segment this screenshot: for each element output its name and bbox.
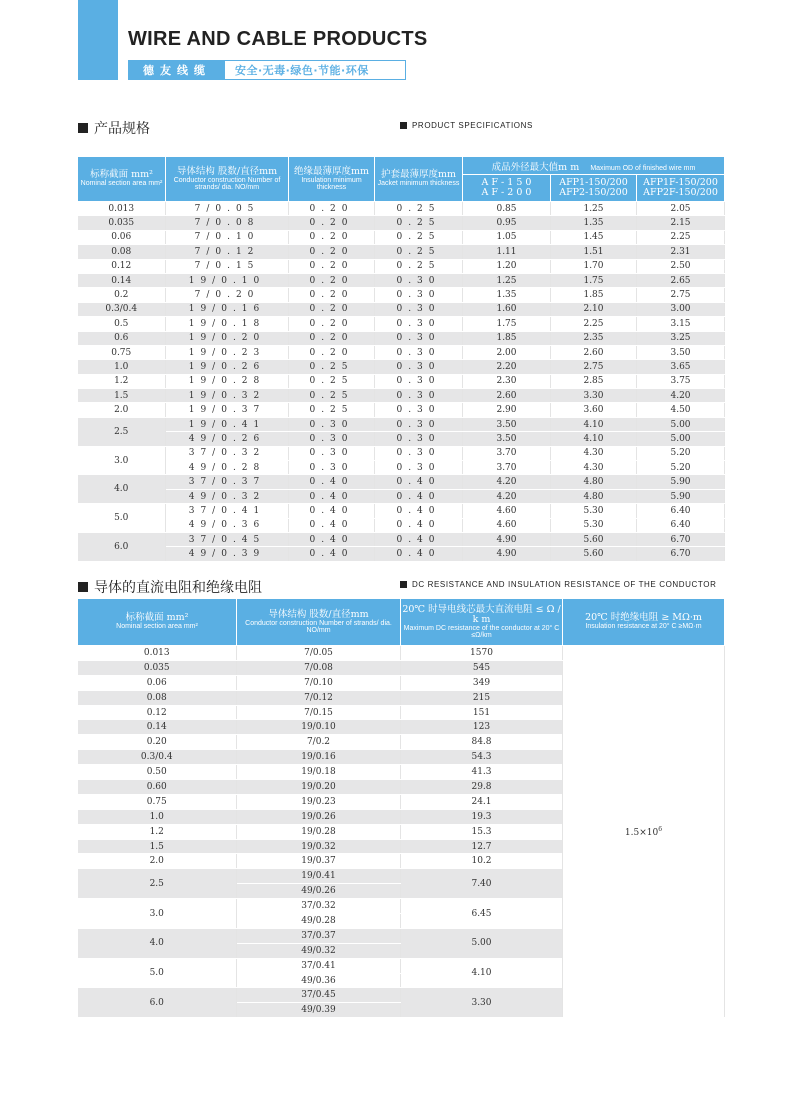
cell-insulation: 0.20 xyxy=(289,259,375,273)
cell-jacket: 0.30 xyxy=(375,389,463,403)
header-section: 标称截面 mm² Nominal section area mm² xyxy=(78,157,166,202)
cell-conductor: 37/0.41 xyxy=(237,958,401,973)
cell-od-afpf: 3.50 xyxy=(637,345,725,359)
section1-title-en: PRODUCT SPECIFICATIONS xyxy=(412,121,533,130)
cell-conductor: 19/0.23 xyxy=(237,794,401,809)
cell-dc-resistance: 54.3 xyxy=(401,750,563,765)
cell-od-af: 0.85 xyxy=(463,202,551,216)
header-od-afp: AFP1-150/200 AFP2-150/200 xyxy=(551,175,637,202)
cell-dc-resistance: 123 xyxy=(401,720,563,735)
cell-od-afpf: 2.75 xyxy=(637,288,725,302)
cell-conductor: 19/0.37 xyxy=(166,403,289,417)
cell-conductor: 19/0.26 xyxy=(237,809,401,824)
cell-dc-resistance: 1570 xyxy=(401,646,563,661)
cell-conductor: 7/0.10 xyxy=(237,675,401,690)
cell-conductor: 19/0.28 xyxy=(166,374,289,388)
cell-jacket: 0.30 xyxy=(375,417,463,431)
cell-section: 1.2 xyxy=(78,374,166,388)
cell-od-af: 4.90 xyxy=(463,532,551,546)
cell-conductor: 49/0.32 xyxy=(166,489,289,503)
cell-insulation: 0.40 xyxy=(289,532,375,546)
cell-od-af: 4.20 xyxy=(463,475,551,489)
cell-conductor: 7/0.2 xyxy=(237,735,401,750)
cell-section: 3.0 xyxy=(78,446,166,475)
cell-insulation: 0.20 xyxy=(289,230,375,244)
table-row xyxy=(78,403,725,417)
cell-section: 1.0 xyxy=(78,360,166,374)
square-bullet-icon xyxy=(78,123,88,133)
cell-od-afpf: 5.20 xyxy=(637,446,725,460)
cell-dc-resistance: 19.3 xyxy=(401,809,563,824)
cell-conductor: 7/0.12 xyxy=(237,690,401,705)
cell-jacket: 0.40 xyxy=(375,475,463,489)
header-insulation-resistance: 20℃ 时绝缘电阻 ≥ MΩ·m Insulation resistance at 20° C ≥MΩ·m xyxy=(563,599,725,646)
insulation-exponent: 6 xyxy=(658,825,663,833)
spec-table xyxy=(77,156,725,562)
cell-section: 0.75 xyxy=(78,345,166,359)
cell-conductor: 19/0.16 xyxy=(166,302,289,316)
cell-jacket: 0.30 xyxy=(375,331,463,345)
cell-section: 5.0 xyxy=(78,958,237,988)
cell-insulation: 0.40 xyxy=(289,489,375,503)
table-row xyxy=(78,360,725,374)
cell-conductor: 19/0.18 xyxy=(237,765,401,780)
table-row xyxy=(78,432,725,446)
cell-od-afp: 1.85 xyxy=(551,288,637,302)
cell-jacket: 0.40 xyxy=(375,489,463,503)
cell-insulation: 0.20 xyxy=(289,345,375,359)
cell-section: 0.75 xyxy=(78,794,237,809)
cell-od-afpf: 6.70 xyxy=(637,532,725,546)
cell-od-afp: 4.10 xyxy=(551,417,637,431)
cell-insulation: 0.30 xyxy=(289,461,375,475)
cell-dc-resistance: 7.40 xyxy=(401,869,563,899)
cell-od-afp: 2.25 xyxy=(551,317,637,331)
insulation-value: 1.5×10 xyxy=(624,827,659,838)
cell-dc-resistance: 10.2 xyxy=(401,854,563,869)
table-row xyxy=(78,518,725,532)
cell-section: 0.035 xyxy=(78,660,237,675)
brand-slogan: 安全·无毒·绿色·节能·环保 xyxy=(235,64,369,77)
cell-dc-resistance: 15.3 xyxy=(401,824,563,839)
table-row xyxy=(78,317,725,331)
cell-conductor: 19/0.32 xyxy=(237,839,401,854)
cell-section: 2.0 xyxy=(78,403,166,417)
cell-conductor: 49/0.28 xyxy=(166,461,289,475)
cell-dc-resistance: 29.8 xyxy=(401,780,563,795)
cell-od-af: 2.90 xyxy=(463,403,551,417)
cell-conductor: 19/0.18 xyxy=(166,317,289,331)
section2-title xyxy=(78,577,262,597)
table-row xyxy=(78,417,725,431)
cell-od-afp: 3.30 xyxy=(551,389,637,403)
cell-od-af: 3.70 xyxy=(463,446,551,460)
table-row xyxy=(78,302,725,316)
cell-insulation: 0.40 xyxy=(289,504,375,518)
cell-jacket: 0.30 xyxy=(375,288,463,302)
cell-insulation: 0.25 xyxy=(289,360,375,374)
cell-conductor: 19/0.32 xyxy=(166,389,289,403)
cell-dc-resistance: 545 xyxy=(401,660,563,675)
cell-section: 1.0 xyxy=(78,809,237,824)
table-row xyxy=(78,288,725,302)
cell-od-af: 1.20 xyxy=(463,259,551,273)
cell-conductor: 49/0.36 xyxy=(166,518,289,532)
cell-od-afpf: 5.90 xyxy=(637,475,725,489)
cell-conductor: 49/0.39 xyxy=(166,547,289,561)
cell-section: 1.5 xyxy=(78,839,237,854)
cell-dc-resistance: 24.1 xyxy=(401,794,563,809)
cell-section: 0.50 xyxy=(78,765,237,780)
cell-od-af: 4.20 xyxy=(463,489,551,503)
cell-section: 1.5 xyxy=(78,389,166,403)
cell-section: 0.20 xyxy=(78,735,237,750)
cell-od-afpf: 3.15 xyxy=(637,317,725,331)
cell-insulation: 0.30 xyxy=(289,417,375,431)
cell-od-afp: 2.60 xyxy=(551,345,637,359)
cell-jacket: 0.25 xyxy=(375,245,463,259)
header-od-af: A F - 1 5 0 A F - 2 0 0 xyxy=(463,175,551,202)
table-row xyxy=(78,475,725,489)
cell-dc-resistance: 6.45 xyxy=(401,899,563,929)
cell-od-afpf: 6.70 xyxy=(637,547,725,561)
cell-insulation: 0.20 xyxy=(289,216,375,230)
cell-section: 0.08 xyxy=(78,245,166,259)
cell-jacket: 0.25 xyxy=(375,230,463,244)
table-row xyxy=(78,389,725,403)
cell-insulation: 0.30 xyxy=(289,446,375,460)
cell-insulation: 0.40 xyxy=(289,518,375,532)
cell-conductor: 19/0.10 xyxy=(237,720,401,735)
cell-jacket: 0.40 xyxy=(375,518,463,532)
header-od-afpf: AFP1F-150/200 AFP2F-150/200 xyxy=(637,175,725,202)
cell-section: 0.06 xyxy=(78,230,166,244)
cell-jacket: 0.25 xyxy=(375,259,463,273)
cell-conductor: 7/0.05 xyxy=(166,202,289,216)
cell-od-afpf: 4.50 xyxy=(637,403,725,417)
cell-jacket: 0.40 xyxy=(375,504,463,518)
cell-insulation: 0.20 xyxy=(289,302,375,316)
header-jacket: 护套最薄厚度mm Jacket minimum thickness xyxy=(375,157,463,202)
cell-conductor: 49/0.39 xyxy=(237,1003,401,1018)
cell-od-af: 1.85 xyxy=(463,331,551,345)
table-row xyxy=(78,345,725,359)
cell-dc-resistance: 41.3 xyxy=(401,765,563,780)
header-section: 标称截面 mm² Nominal section area mm² xyxy=(78,599,237,646)
table-row xyxy=(78,331,725,345)
table-row xyxy=(78,216,725,230)
cell-conductor: 49/0.32 xyxy=(237,943,401,958)
cell-section: 0.3/0.4 xyxy=(78,302,166,316)
table-row xyxy=(78,489,725,503)
cell-jacket: 0.40 xyxy=(375,532,463,546)
cell-od-afpf: 2.31 xyxy=(637,245,725,259)
section2-title-en-wrap xyxy=(400,580,716,589)
cell-section: 0.013 xyxy=(78,646,237,661)
cell-od-af: 2.00 xyxy=(463,345,551,359)
cell-od-afp: 1.25 xyxy=(551,202,637,216)
cell-od-afp: 4.10 xyxy=(551,432,637,446)
table-row xyxy=(78,461,725,475)
cell-od-af: 0.95 xyxy=(463,216,551,230)
cell-section: 3.0 xyxy=(78,899,237,929)
cell-od-afpf: 3.75 xyxy=(637,374,725,388)
cell-section: 2.5 xyxy=(78,869,237,899)
section1-title xyxy=(78,118,150,138)
cell-od-af: 1.60 xyxy=(463,302,551,316)
table-row xyxy=(78,230,725,244)
cell-conductor: 7/0.12 xyxy=(166,245,289,259)
cell-insulation: 0.25 xyxy=(289,403,375,417)
table-row xyxy=(78,202,725,216)
cell-od-afpf: 3.25 xyxy=(637,331,725,345)
resistance-table xyxy=(77,598,725,1018)
cell-conductor: 7/0.20 xyxy=(166,288,289,302)
brand-name: 德友线缆 xyxy=(129,61,225,79)
cell-conductor: 37/0.37 xyxy=(166,475,289,489)
cell-section: 6.0 xyxy=(78,988,237,1018)
cell-od-af: 4.60 xyxy=(463,518,551,532)
cell-section: 0.3/0.4 xyxy=(78,750,237,765)
cell-conductor: 49/0.36 xyxy=(237,973,401,988)
cell-conductor: 19/0.23 xyxy=(166,345,289,359)
cell-conductor: 19/0.26 xyxy=(166,360,289,374)
cell-od-afpf: 2.50 xyxy=(637,259,725,273)
cell-conductor: 7/0.08 xyxy=(237,660,401,675)
cell-od-af: 3.50 xyxy=(463,417,551,431)
cell-insulation: 0.20 xyxy=(289,245,375,259)
table-row xyxy=(78,374,725,388)
cell-od-afpf: 6.40 xyxy=(637,518,725,532)
cell-conductor: 7/0.15 xyxy=(237,705,401,720)
cell-conductor: 49/0.26 xyxy=(166,432,289,446)
cell-od-afp: 5.60 xyxy=(551,547,637,561)
cell-jacket: 0.40 xyxy=(375,547,463,561)
cell-section: 2.5 xyxy=(78,417,166,446)
cell-section: 0.2 xyxy=(78,288,166,302)
section1-title-zh: 产品规格 xyxy=(94,121,150,137)
cell-od-af: 2.20 xyxy=(463,360,551,374)
brand-banner xyxy=(128,60,406,80)
cell-od-afp: 1.35 xyxy=(551,216,637,230)
cell-od-afp: 5.60 xyxy=(551,532,637,546)
cell-jacket: 0.25 xyxy=(375,202,463,216)
cell-od-afp: 2.85 xyxy=(551,374,637,388)
cell-conductor: 19/0.16 xyxy=(237,750,401,765)
cell-section: 0.14 xyxy=(78,720,237,735)
cell-insulation: 0.20 xyxy=(289,288,375,302)
cell-od-afp: 5.30 xyxy=(551,504,637,518)
cell-insulation: 0.20 xyxy=(289,273,375,287)
cell-od-afp: 2.75 xyxy=(551,360,637,374)
cell-conductor: 19/0.41 xyxy=(237,869,401,884)
cell-od-afpf: 5.00 xyxy=(637,417,725,431)
cell-od-afpf: 3.00 xyxy=(637,302,725,316)
cell-dc-resistance: 12.7 xyxy=(401,839,563,854)
cell-section: 1.2 xyxy=(78,824,237,839)
cell-jacket: 0.30 xyxy=(375,403,463,417)
cell-section: 4.0 xyxy=(78,475,166,504)
cell-jacket: 0.30 xyxy=(375,360,463,374)
cell-od-afp: 4.30 xyxy=(551,446,637,460)
square-bullet-icon xyxy=(400,581,407,588)
cell-conductor: 49/0.28 xyxy=(237,914,401,929)
cell-conductor: 19/0.10 xyxy=(166,273,289,287)
cell-od-afp: 1.70 xyxy=(551,259,637,273)
cell-insulation-resistance xyxy=(563,646,725,1018)
cell-insulation: 0.20 xyxy=(289,331,375,345)
cell-section: 0.08 xyxy=(78,690,237,705)
cell-conductor: 37/0.41 xyxy=(166,504,289,518)
cell-conductor: 7/0.10 xyxy=(166,230,289,244)
cell-od-afp: 4.30 xyxy=(551,461,637,475)
cell-section: 0.035 xyxy=(78,216,166,230)
cell-insulation: 0.20 xyxy=(289,317,375,331)
cell-od-af: 1.25 xyxy=(463,273,551,287)
header-od: 成品外径最大值m m Maximum OD of finished wire mm xyxy=(463,157,725,175)
cell-dc-resistance: 5.00 xyxy=(401,928,563,958)
cell-conductor: 7/0.08 xyxy=(166,216,289,230)
cell-od-afp: 2.35 xyxy=(551,331,637,345)
cell-conductor: 37/0.45 xyxy=(237,988,401,1003)
cell-od-af: 3.50 xyxy=(463,432,551,446)
cell-jacket: 0.30 xyxy=(375,461,463,475)
table-row xyxy=(78,446,725,460)
header-conductor: 导体结构 股数/直径mm Conductor construction Number of strands/ dia. NO/mm xyxy=(237,599,401,646)
cell-insulation: 0.40 xyxy=(289,475,375,489)
cell-conductor: 19/0.41 xyxy=(166,417,289,431)
cell-od-afp: 1.45 xyxy=(551,230,637,244)
cell-insulation: 0.25 xyxy=(289,374,375,388)
cell-od-afpf: 4.20 xyxy=(637,389,725,403)
cell-od-af: 4.90 xyxy=(463,547,551,561)
table-row xyxy=(78,504,725,518)
cell-od-afpf: 5.20 xyxy=(637,461,725,475)
cell-od-afp: 1.75 xyxy=(551,273,637,287)
section2-title-zh: 导体的直流电阻和绝缘电阻 xyxy=(94,580,262,596)
cell-od-afp: 2.10 xyxy=(551,302,637,316)
cell-conductor: 7/0.15 xyxy=(166,259,289,273)
cell-section: 5.0 xyxy=(78,504,166,533)
cell-od-afpf: 3.65 xyxy=(637,360,725,374)
cell-od-af: 2.60 xyxy=(463,389,551,403)
table-row xyxy=(78,646,725,661)
cell-section: 6.0 xyxy=(78,532,166,561)
cell-od-af: 2.30 xyxy=(463,374,551,388)
cell-od-afpf: 6.40 xyxy=(637,504,725,518)
cell-section: 2.0 xyxy=(78,854,237,869)
cell-conductor: 7/0.05 xyxy=(237,646,401,661)
table-row xyxy=(78,245,725,259)
cell-section: 0.013 xyxy=(78,202,166,216)
cell-od-af: 1.11 xyxy=(463,245,551,259)
cell-dc-resistance: 84.8 xyxy=(401,735,563,750)
cell-section: 0.6 xyxy=(78,331,166,345)
cell-od-af: 1.35 xyxy=(463,288,551,302)
cell-section: 0.12 xyxy=(78,259,166,273)
cell-od-af: 1.75 xyxy=(463,317,551,331)
cell-od-af: 3.70 xyxy=(463,461,551,475)
header-insulation: 绝缘最薄厚度mm Insulation minimum thickness xyxy=(289,157,375,202)
cell-dc-resistance: 215 xyxy=(401,690,563,705)
cell-insulation: 0.20 xyxy=(289,202,375,216)
cell-od-afp: 4.80 xyxy=(551,475,637,489)
cell-od-afpf: 2.65 xyxy=(637,273,725,287)
table-row xyxy=(78,259,725,273)
cell-conductor: 19/0.37 xyxy=(237,854,401,869)
cell-conductor: 37/0.32 xyxy=(237,899,401,914)
cell-conductor: 49/0.26 xyxy=(237,884,401,899)
table-row xyxy=(78,532,725,546)
cell-dc-resistance: 151 xyxy=(401,705,563,720)
cell-section: 0.14 xyxy=(78,273,166,287)
cell-jacket: 0.30 xyxy=(375,446,463,460)
square-bullet-icon xyxy=(400,122,407,129)
cell-jacket: 0.30 xyxy=(375,374,463,388)
cell-section: 0.60 xyxy=(78,780,237,795)
cell-jacket: 0.30 xyxy=(375,317,463,331)
header-conductor: 导体结构 股数/直径mm Conductor construction Number of strands/ dia. NO/mm xyxy=(166,157,289,202)
cell-insulation: 0.40 xyxy=(289,547,375,561)
cell-od-afpf: 2.25 xyxy=(637,230,725,244)
cell-dc-resistance: 3.30 xyxy=(401,988,563,1018)
cell-insulation: 0.25 xyxy=(289,389,375,403)
cell-od-afpf: 5.00 xyxy=(637,432,725,446)
cell-section: 4.0 xyxy=(78,928,237,958)
cell-jacket: 0.30 xyxy=(375,345,463,359)
cell-conductor: 37/0.37 xyxy=(237,928,401,943)
cell-jacket: 0.30 xyxy=(375,302,463,316)
section2-title-en: DC RESISTANCE AND INSULATION RESISTANCE OF THE CONDUCTOR xyxy=(412,580,717,589)
cell-dc-resistance: 4.10 xyxy=(401,958,563,988)
cell-insulation: 0.30 xyxy=(289,432,375,446)
cell-conductor: 37/0.32 xyxy=(166,446,289,460)
cell-od-af: 4.60 xyxy=(463,504,551,518)
cell-od-af: 1.05 xyxy=(463,230,551,244)
accent-strip xyxy=(78,0,118,80)
cell-dc-resistance: 349 xyxy=(401,675,563,690)
cell-od-afpf: 2.15 xyxy=(637,216,725,230)
cell-od-afp: 1.51 xyxy=(551,245,637,259)
table-row xyxy=(78,547,725,561)
cell-jacket: 0.25 xyxy=(375,216,463,230)
square-bullet-icon xyxy=(78,582,88,592)
cell-jacket: 0.30 xyxy=(375,432,463,446)
table-row xyxy=(78,273,725,287)
cell-od-afpf: 5.90 xyxy=(637,489,725,503)
section1-title-en-wrap xyxy=(400,121,533,130)
cell-od-afp: 3.60 xyxy=(551,403,637,417)
cell-conductor: 37/0.45 xyxy=(166,532,289,546)
cell-od-afp: 4.80 xyxy=(551,489,637,503)
page-title: WIRE AND CABLE PRODUCTS xyxy=(128,28,428,50)
cell-conductor: 19/0.20 xyxy=(166,331,289,345)
cell-od-afp: 5.30 xyxy=(551,518,637,532)
cell-od-afpf: 2.05 xyxy=(637,202,725,216)
cell-section: 0.12 xyxy=(78,705,237,720)
cell-conductor: 19/0.28 xyxy=(237,824,401,839)
cell-section: 0.06 xyxy=(78,675,237,690)
cell-jacket: 0.30 xyxy=(375,273,463,287)
cell-section: 0.5 xyxy=(78,317,166,331)
cell-conductor: 19/0.20 xyxy=(237,780,401,795)
header-dc-resistance: 20℃ 时导电线芯最大直流电阻 ≤ Ω / k m Maximum DC resistance of the conductor at 20° C ≤Ω/km xyxy=(401,599,563,646)
